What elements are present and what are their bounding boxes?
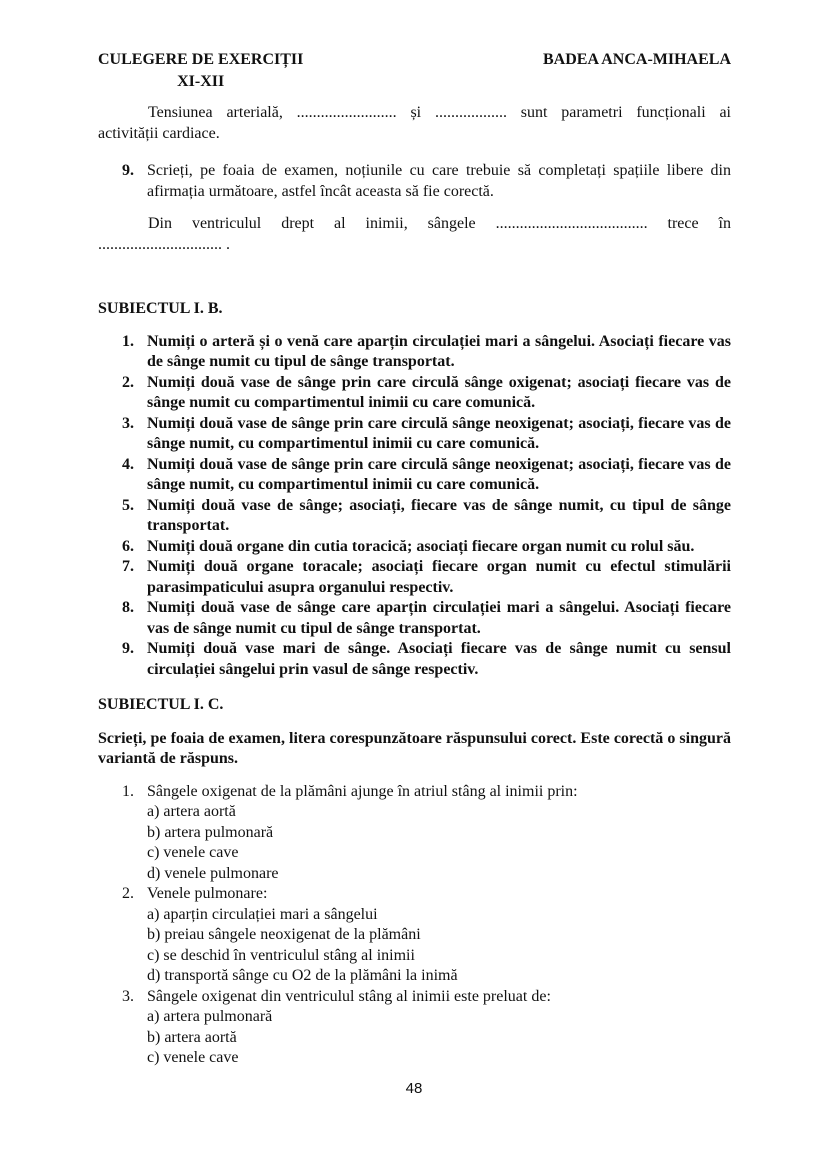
mc-option: c) se deschid în ventriculul stâng al inimii	[147, 946, 415, 964]
mc-question-block	[98, 884, 731, 987]
book-title: CULEGERE DE EXERCIȚII	[98, 51, 304, 68]
list-item	[98, 557, 731, 598]
item-number: 1.	[122, 332, 134, 350]
item-text: Numiți o arteră și o venă care aparțin circulației mari a sângelui. Asociați fiecare vas de sânge numit cu tipul de sânge transportat.	[147, 332, 731, 370]
page-number: 48	[405, 1080, 423, 1097]
mc-option: c) venele cave	[147, 844, 239, 861]
ventricul-fill-line1: Din ventriculul drept al inimii, sângele ...................................... trece în	[148, 215, 731, 232]
item-text: Numiți două vase de sânge prin care circulă sânge neoxigenat; asociați, fiecare vas de sânge numit, cu compartimentul inimii cu care comunică.	[147, 455, 731, 493]
list-item	[98, 537, 731, 558]
question-9-text: Scrieți, pe foaia de examen, noțiunile cu care trebuie să completați spațiile libere din afirmația următoare, astfel încât aceasta să fie corectă.	[147, 162, 731, 200]
list-item	[98, 455, 731, 496]
section-heading-subiectul-ib: SUBIECTUL I. B.	[98, 300, 223, 317]
item-text: Numiți două vase de sânge prin care circulă sânge neoxigenat; asociați, fiecare vas de sânge numit, cu compartimentul inimii cu care comunică.	[147, 414, 731, 452]
question-text: Sângele oxigenat din ventriculul stâng al inimii este preluat de:	[147, 987, 551, 1005]
mc-options	[147, 802, 731, 884]
item-number: 5.	[122, 496, 134, 514]
question-9-number: 9.	[122, 162, 134, 179]
tension-fill-line2: activității cardiace.	[98, 124, 220, 142]
question-number: 1.	[122, 782, 134, 800]
grade-range: XI-XII	[177, 72, 225, 90]
mc-question-block	[98, 782, 731, 885]
subiectul-ic-instruction: Scrieți, pe foaia de examen, litera corespunzătoare răspunsului corect. Este corectă o singură variantă de răspuns.	[98, 729, 731, 767]
subiectul-ib-list	[98, 332, 731, 681]
question-number: 2.	[122, 885, 134, 902]
mc-option: a) aparțin circulației mari a sângelui	[147, 905, 378, 923]
mc-option: b) artera pulmonară	[147, 823, 274, 841]
mc-option: b) preiau sângele neoxigenat de la plămâni	[147, 926, 421, 943]
mc-option: d) venele pulmonare	[147, 864, 279, 882]
question-number: 3.	[122, 987, 134, 1005]
mc-options	[147, 1007, 731, 1069]
list-item	[98, 496, 731, 537]
item-text: Numiți două organe din cutia toracică; asociați fiecare organ numit cu rolul său.	[147, 537, 695, 555]
question-9-block	[98, 161, 731, 202]
ventricul-fill-paragraph	[98, 214, 731, 255]
document-header	[98, 50, 731, 92]
mc-options	[147, 905, 731, 987]
section-heading-subiectul-ic: SUBIECTUL I. C.	[98, 696, 224, 713]
mc-option: a) artera aortă	[147, 803, 236, 820]
mc-question-block	[98, 987, 731, 1069]
mc-question	[98, 782, 731, 803]
header-left-block	[98, 50, 303, 92]
item-text: Numiți două vase mari de sânge. Asociați fiecare vas de sânge numit cu sensul circulației sângelui prin vasul de sânge respectiv.	[147, 640, 731, 678]
mc-question	[98, 884, 731, 905]
item-number: 6.	[122, 537, 134, 555]
question-text: Venele pulmonare:	[147, 885, 268, 902]
question-text: Sângele oxigenat de la plămâni ajunge în atriul stâng al inimii prin:	[147, 782, 578, 800]
item-text: Numiți două vase de sânge prin care circulă sânge oxigenat; asociați fiecare vas de sânge numit cu compartimentul inimii cu care comunică.	[147, 373, 731, 411]
list-item	[98, 373, 731, 414]
mc-option: b) artera aortă	[147, 1028, 237, 1046]
list-item	[98, 639, 731, 680]
item-text: Numiți două vase de sânge care aparțin circulației mari a sângelui. Asociați fiecare vas de sânge numit cu tipul de sânge transportat.	[147, 599, 731, 637]
mc-option: d) transportă sânge cu O2 de la plămâni la inimă	[147, 967, 458, 984]
subiectul-ic-questions	[98, 782, 731, 1069]
mc-option: c) venele cave	[147, 1049, 239, 1066]
mc-question	[98, 987, 731, 1008]
ventricul-fill-line2: ............................... .	[98, 235, 230, 253]
item-text: Numiți două organe toracale; asociați fiecare organ numit cu efectul stimulării parasimpaticului asupra organului respectiv.	[147, 558, 731, 596]
item-number: 7.	[122, 558, 134, 575]
list-item	[98, 598, 731, 639]
item-number: 8.	[122, 599, 134, 616]
item-number: 2.	[122, 373, 134, 391]
item-number: 4.	[122, 455, 134, 473]
list-item	[98, 414, 731, 455]
mc-option: a) artera pulmonară	[147, 1008, 273, 1025]
list-item	[98, 332, 731, 373]
author-name: BADEA ANCA-MIHAELA	[542, 51, 731, 68]
tension-fill-line1: Tensiunea arterială, ......................... și .................. sunt parametri funcționali ai	[148, 104, 731, 121]
item-number: 3.	[122, 414, 134, 432]
item-text: Numiți două vase de sânge; asociați, fiecare vas de sânge numit, cu tipul de sânge transportat.	[147, 496, 731, 534]
item-number: 9.	[122, 640, 134, 657]
tension-fill-paragraph	[98, 103, 731, 144]
